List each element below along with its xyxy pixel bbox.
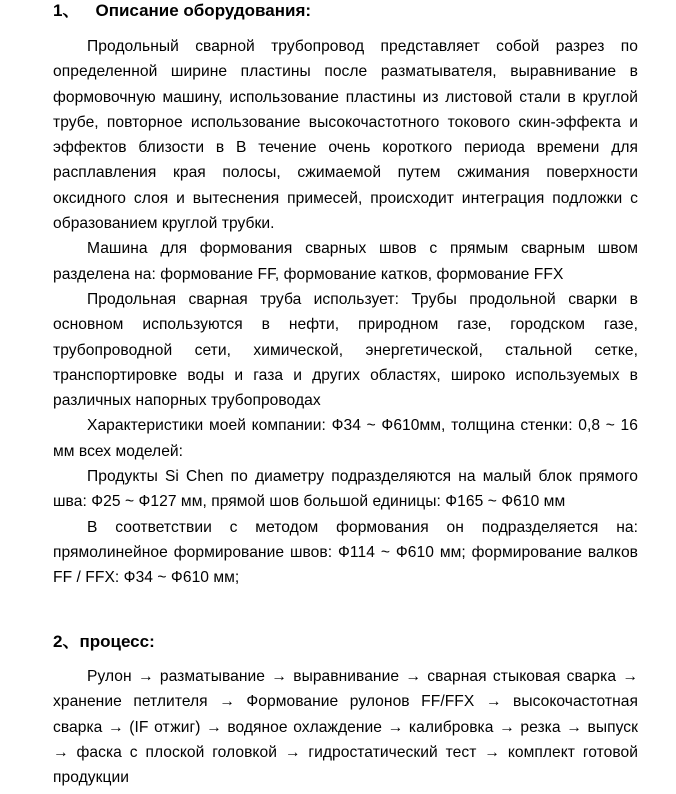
paragraph: В соответствии с методом формования он подразделяется на: прямолинейное формирование швов: Ф114 ~ Ф610 мм; формирование валков FF / FFX: Ф34 ~ Ф610 мм; (53, 518, 638, 587)
section-title: Описание оборудования: (95, 1, 312, 20)
section-title: процесс: (79, 632, 155, 651)
paragraph: Характеристики моей компании: Ф34 ~ Ф610мм, толщина стенки: 0,8 ~ 16 мм всех моделей: (53, 417, 638, 460)
paragraph: Рулон → разматывание → выравнивание → сварная стыковая сварка → хранение петлителя → Формование рулонов FF/FFX → высокочастотная сварка → (IF отжиг) → водяное охлаждение → калибровка → резка → выпуск → фаска с плоской головкой → гидростатический тест → комплект готовой продукции (53, 668, 638, 787)
paragraph: Продольная сварная труба использует: Трубы продольной сварки в основном используются в нефти, природном газе, городском газе, трубопроводной сети, химической, энергетической, стальной сетке, транспортировке воды и газа и других областях, широко используемых в различных напорных трубопроводах (53, 290, 638, 410)
section-body-equipment (53, 34, 638, 591)
section-heading-equipment (53, 0, 311, 22)
paragraph: Продольный сварной трубопровод представляет собой разрез по определенной ширине пластины после разматывателя, выравнивание в формовочную машину, использование пластины из листовой стали в круглой трубе, повторное использование высокочастотного токового скин-эффекта и эффектов близости в В течение очень короткого периода времени для расплавления края полосы, сжимаемой путем сжимания поверхности оксидного слоя и вытеснения примесей, происходит интеграция подложки с образованием круглой трубки. (53, 38, 638, 233)
section-number: 1、 (53, 1, 80, 20)
section-number: 2、 (53, 632, 80, 651)
section-heading-process (53, 631, 155, 653)
paragraph: Продукты Si Chen по диаметру подразделяются на малый блок прямого шва: Ф25 ~ Ф127 мм, прямой шов большой единицы: Ф165 ~ Ф610 мм (53, 468, 638, 511)
paragraph: Машина для формования сварных швов с прямым сварным швом разделена на: формование FF, формование катков, формование FFX (53, 240, 638, 283)
section-body-process (53, 664, 638, 790)
